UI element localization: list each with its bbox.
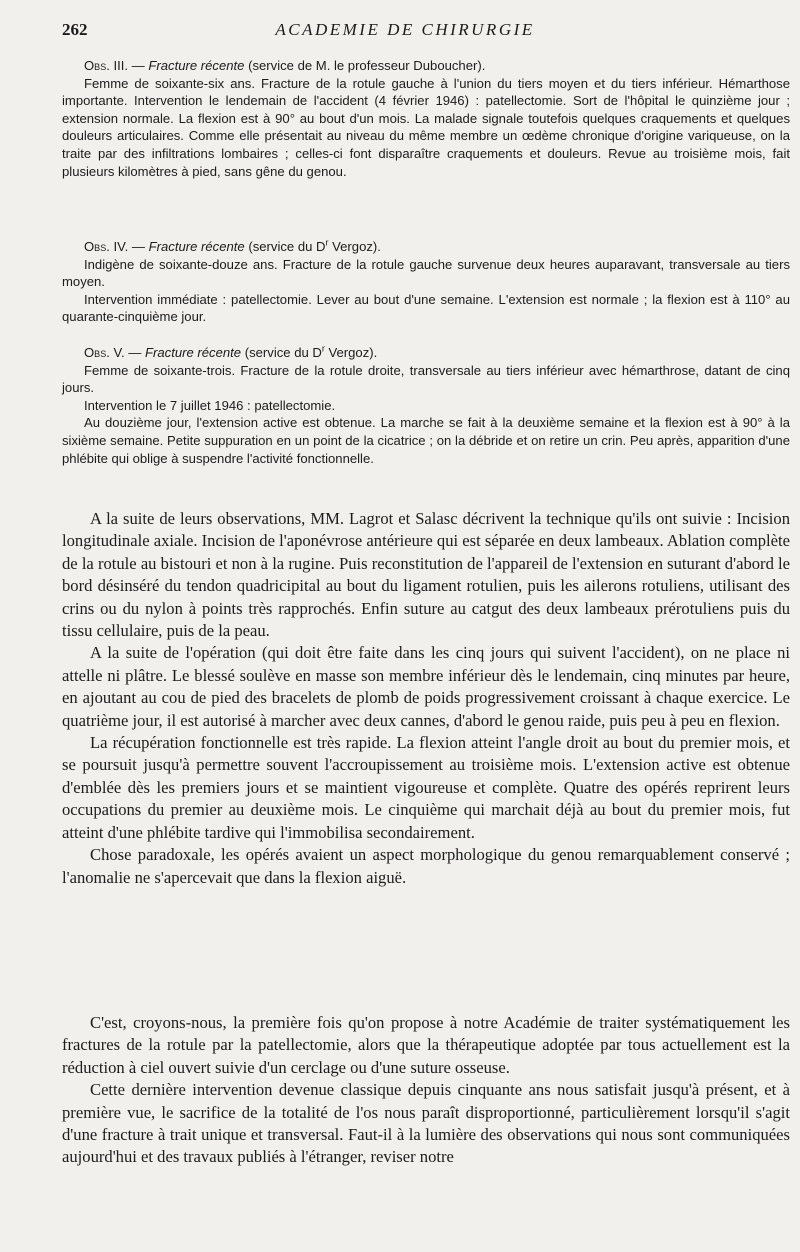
- observation-tag: Obs. III.: [84, 58, 129, 73]
- page-header: [62, 20, 748, 44]
- running-title: ACADEMIE DE CHIRURGIE: [275, 20, 535, 39]
- observation-title: Fracture récente: [145, 345, 242, 360]
- observation-paragraph: Intervention immédiate : patellectomie. Lever au bout d'une semaine. L'extension est normale ; la flexion est à 110° au quarante-cinquième jour.: [62, 291, 790, 325]
- discussion-text: [62, 1012, 790, 1169]
- observation-service: (service du D: [244, 239, 326, 254]
- observation-heading: Obs. IV. — Fracture récente (service du $D^r$ Vergoz).: [84, 237, 381, 254]
- observation-title: Fracture récente: [148, 58, 245, 73]
- observation-paragraph: Indigène de soixante-douze ans. Fracture de la rotule gauche survenue deux heures auparavant, transversale au tiers moyen.: [62, 256, 790, 290]
- body-text: [62, 508, 790, 889]
- observation-paragraph: Au douzième jour, l'extension active est obtenue. La marche se fait à la deuxième semaine et la flexion est à 90° à la sixième semaine. Petite suppuration en un point de la cicatrice ; on la débride et on retire un crin. Peu après, apparition d'une phlébite qui oblige à suspendre l'activité fonctionnelle.: [62, 415, 790, 466]
- body-paragraph: Chose paradoxale, les opérés avaient un aspect morphologique du genou remarquablement conservé ; l'anomalie ne s'apercevait que dans la flexion aiguë.: [62, 845, 790, 887]
- observation-paragraph: Femme de soixante-six ans. Fracture de la rotule gauche à l'union du tiers moyen et du tiers inférieur. Hémarthose importante. Intervention le lendemain de l'accident (4 février 1946) : patellectomie. Sort de l'hôpital le quinzième jour ; extension normale. La flexion est à 90° au bout d'un mois. La malade signale toutefois quelques craquements et quelques douleurs articulaires. Comme elle présentait au niveau du même membre un œdème chronique d'origine variqueuse, on la traite par des infiltrations lombaires ; celles-ci font disparaître craquements et douleurs. Revue au troisième mois, fait plusieurs kilomètres à pied, sans gêne du genou.: [62, 75, 790, 179]
- body-paragraph: La récupération fonctionnelle est très rapide. La flexion atteint l'angle droit au bout du premier mois, et se poursuit jusqu'à permettre souvent l'accroupissement au troisième mois. L'extension active est obtenue d'emblée dès les premiers jours et se maintient vigoureuse et complète. Quatre des opérés reprirent leurs occupations du premier au deuxième mois. Le cinquième qui marchait déjà au bout du premier mois, fut atteint d'une phlébite tardive qui l'immobilisa secondairement.: [62, 733, 790, 842]
- discussion-paragraph: C'est, croyons-nous, la première fois qu'on propose à notre Académie de traiter systématiquement les fractures de la rotule par la patellectomie, alors que la thérapeutique adoptée par tous actuellement est la réduction à ciel ouvert suivie d'un cerclage ou d'une suture osseuse.: [62, 1013, 790, 1077]
- body-paragraph: A la suite de leurs observations, MM. Lagrot et Salasc décrivent la technique qu'ils ont suivie : Incision longitudinale axiale. Incision de l'aponévrose antérieure qui est séparée en deux lambeaux. Ablation complète de la rotule au bistouri et non à la rugine. Puis reconstitution de l'appareil de l'extension en suturant d'abord le bord désinséré du tendon quadricipital au bout du ligament rotulien, puis les ailerons rotuliens, utilisant des crins ou du nylon à points très rapprochés. Enfin suture au catgut des deux lambeaux prérotuliens puis du tissu cellulaire, puis de la peau.: [62, 509, 790, 641]
- page-number: 262: [62, 20, 88, 39]
- observation-paragraph: Intervention le 7 juillet 1946 : patellectomie.: [84, 397, 336, 413]
- observation-heading: Obs. III. — Fracture récente (service de M. le professeur Duboucher).: [84, 58, 486, 73]
- observation-tag: Obs. V.: [84, 345, 125, 360]
- observation-tag: Obs. IV.: [84, 239, 129, 254]
- observation-title: Fracture récente: [148, 239, 245, 254]
- discussion-paragraph: Cette dernière intervention devenue classique depuis cinquante ans nous satisfait jusqu'à présent, et à première vue, le sacrifice de la totalité de l'os nous paraît disproportionné, particulièrement lorsqu'il s'agit d'une fracture à trait unique et transversal. Faut-il à la lumière des observations qui nous sont communiquées aujourd'hui et des travaux publiés à l'étranger, reviser notre: [62, 1080, 790, 1167]
- observation-3: [62, 57, 790, 180]
- observation-service: (service de M. le professeur Duboucher).: [244, 58, 486, 73]
- observation-5: [62, 344, 790, 467]
- observation-4: [62, 238, 790, 326]
- observation-service: (service du D: [241, 345, 322, 360]
- body-paragraph: A la suite de l'opération (qui doit être faite dans les cinq jours qui suivent l'accident), on ne place ni attelle ni plâtre. Le blessé soulève en masse son membre inférieur dès le lendemain, cinq minutes par heure, en ajoutant au cou de pied des bracelets de plomb de poids progressivement croissant à chaque exercice. Le quatrième jour, il est autorisé à marcher avec deux cannes, d'abord le genou raide, puis peu à peu en flexion.: [62, 643, 790, 730]
- observation-heading: Obs. V. — Fracture récente (service du $D^r$ Vergoz).: [84, 343, 378, 360]
- observation-paragraph: Femme de soixante-trois. Fracture de la rotule droite, transversale au tiers inférieur avec hémarthrose, datant de cinq jours.: [62, 362, 790, 396]
